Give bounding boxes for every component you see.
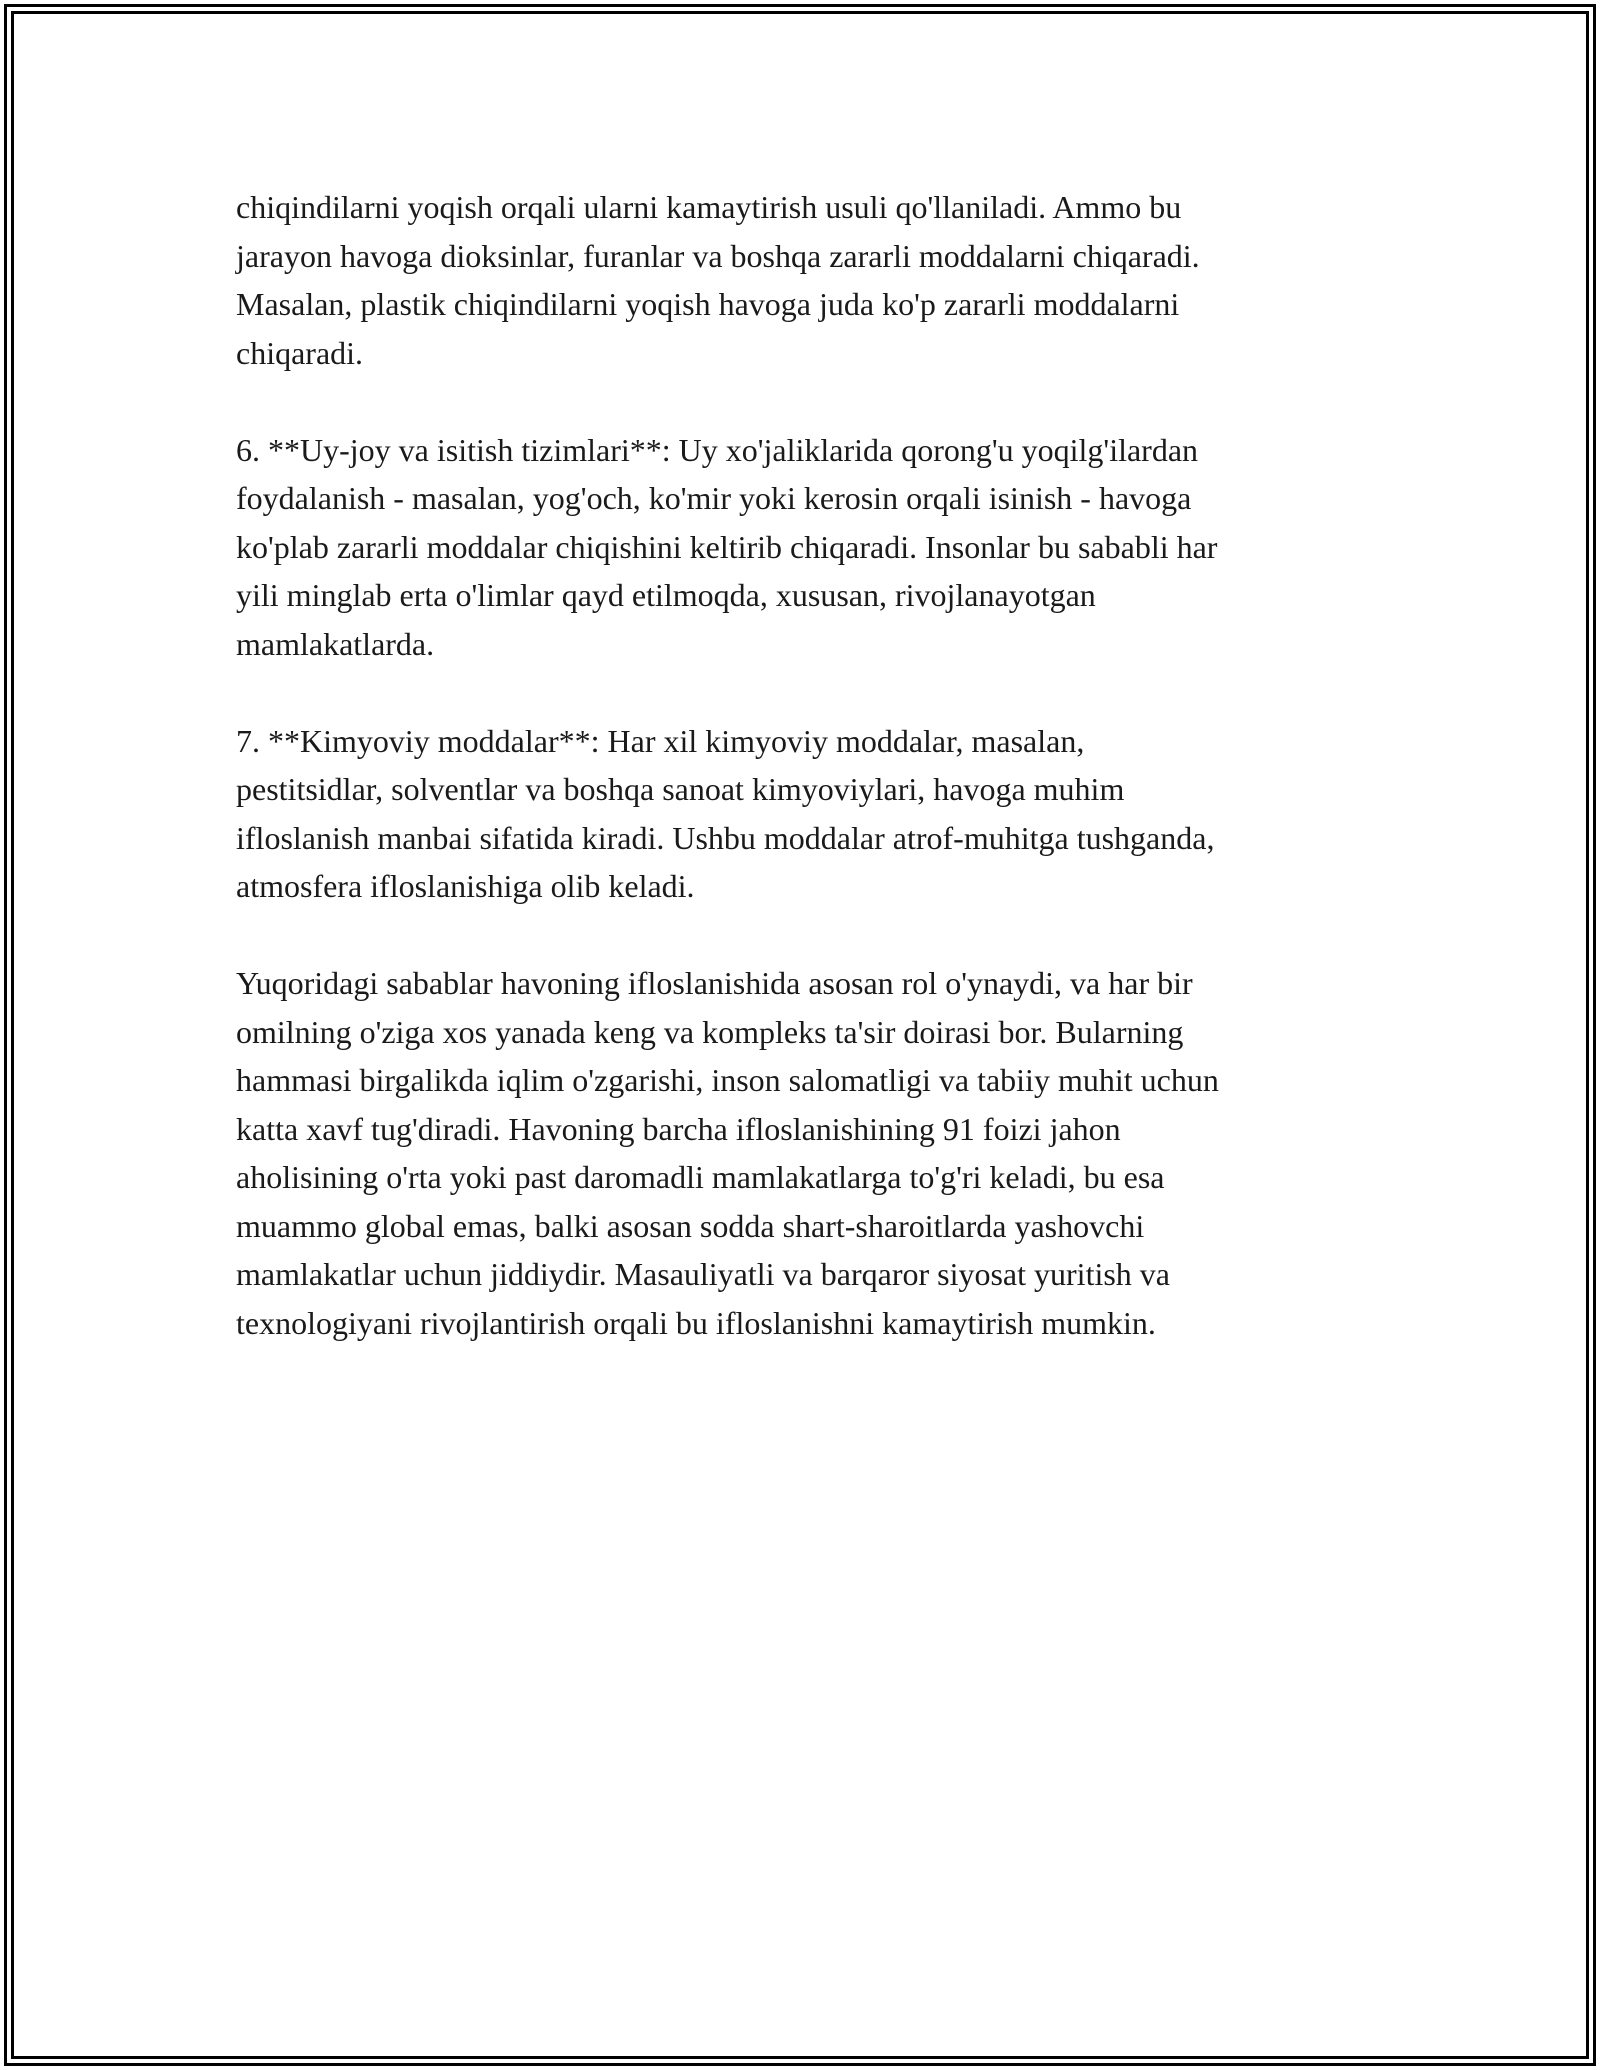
paragraph-conclusion: Yuqoridagi sabablar havoning ifloslanishida asosan rol o'ynaydi, va har bir omilning o'ziga xos yanada keng va kompleks ta'sir doirasi bor. Bularning hammasi birgalikda iqlim o'zgarishi, inson salomatligi va tabiiy muhit uchun katta xavf tug'diradi. Havoning barcha ifloslanishining 91 foizi jahon aholisining o'rta yoki past daromadli mamlakatlarga to'g'ri keladi, bu esa muammo global emas, balki asosan sodda shart-sharoitlarda yashovchi mamlakatlar uchun jiddiydir. Masauliyatli va barqaror siyosat yuritish va texnologiyani rivojlantirish orqali bu ifloslanishni kamaytirish mumkin.: [236, 965, 1219, 1341]
paragraph-chemicals: 7. **Kimyoviy moddalar**: Har xil kimyoviy moddalar, masalan, pestitsidlar, solventlar va boshqa sanoat kimyoviylari, havoga muhim ifloslanish manbai sifatida kiradi. Ushbu moddalar atrof-muhitga tushganda, atmosfera ifloslanishiga olib keladi.: [236, 722, 1215, 904]
document-body: [236, 183, 1386, 1396]
paragraph-housing-heating: 6. **Uy-joy va isitish tizimlari**: Uy xo'jaliklarida qorong'u yoqilg'ilardan foydalanish - masalan, yog'och, ko'mir yoki kerosin orqali isinish - havoga ko'plab zararli moddalar chiqishini keltirib chiqaradi. Insonlar bu sababli har yili minglab erta o'limlar qayd etilmoqda, xususan, rivojlanayotgan mamlakatlarda.: [236, 431, 1218, 662]
paragraph-waste-burning: chiqindilarni yoqish orqali ularni kamaytirish usuli qo'llaniladi. Ammo bu jarayon havoga dioksinlar, furanlar va boshqa zararli moddalarni chiqaradi. Masalan, plastik chiqindilarni yoqish havoga juda ko'p zararli moddalarni chiqaradi.: [236, 189, 1200, 371]
